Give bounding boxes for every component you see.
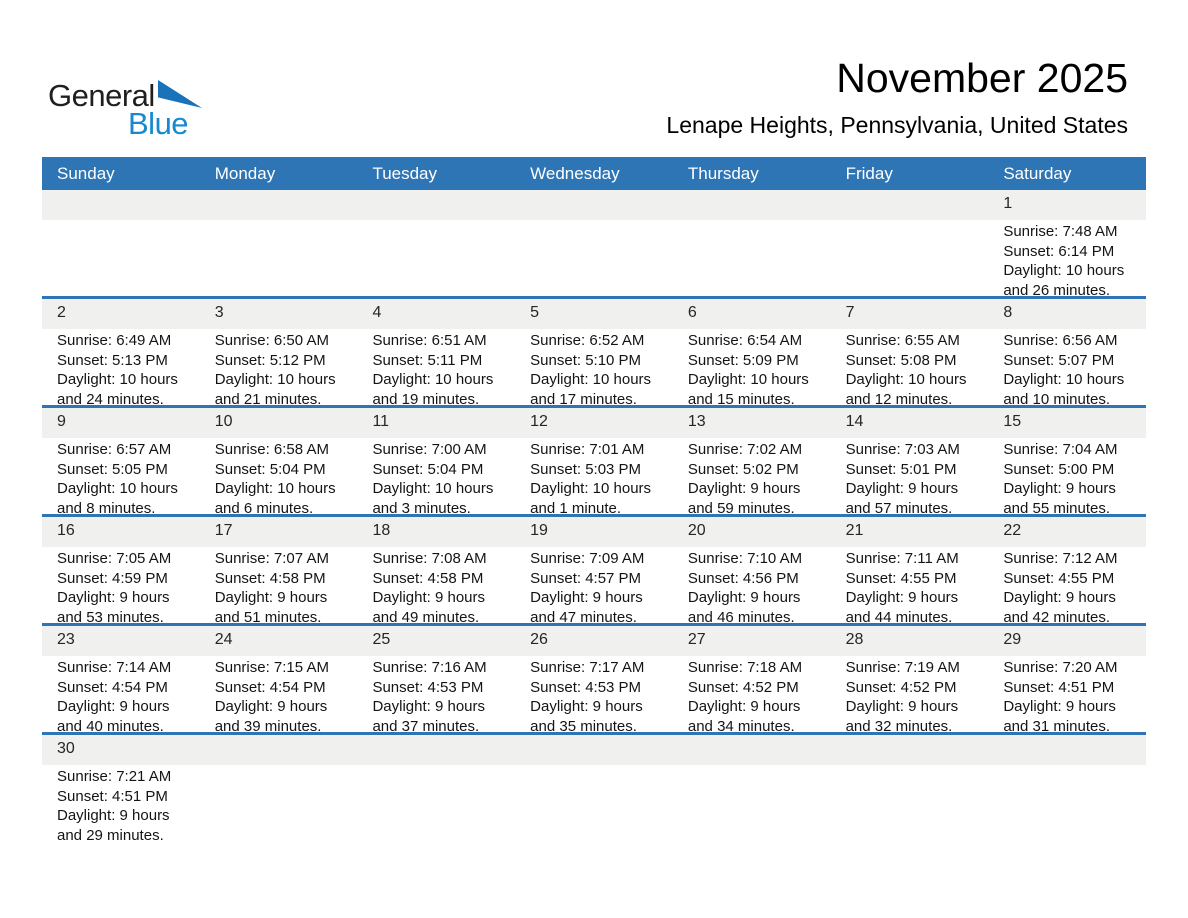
sunrise-line: Sunrise: 7:03 AM — [845, 441, 960, 458]
day-number: 5 — [515, 299, 673, 329]
calendar-grid — [42, 190, 1146, 844]
day-number — [357, 190, 515, 220]
day-cell-4 — [357, 299, 515, 408]
daylight-line: Daylight: 9 hours — [1003, 589, 1116, 606]
day-cell-empty — [831, 190, 989, 296]
day-cell-25 — [357, 626, 515, 735]
day-number: 12 — [515, 408, 673, 438]
day-cell-14 — [831, 408, 989, 517]
sunset-line: Sunset: 5:05 PM — [57, 460, 168, 478]
day-cell-11 — [357, 408, 515, 517]
day-details — [673, 765, 831, 841]
sunset-line: Sunset: 4:52 PM — [687, 678, 799, 696]
daylight-line-2: and 15 minutes. — [687, 390, 795, 408]
day-number: 28 — [831, 626, 989, 656]
day-cell-15 — [988, 408, 1146, 517]
day-number: 8 — [988, 299, 1146, 329]
daylight-line: Daylight: 9 hours — [687, 480, 801, 497]
day-details — [673, 438, 831, 517]
day-cell-23 — [42, 626, 200, 735]
day-details — [831, 438, 989, 517]
day-cell-empty — [831, 735, 989, 841]
day-cell-empty — [515, 190, 673, 296]
day-details — [988, 220, 1146, 299]
logo-triangle-icon — [158, 80, 202, 108]
day-cell-16 — [42, 517, 200, 626]
daylight-line-2: and 26 minutes. — [1003, 281, 1111, 299]
sunrise-line: Sunrise: 7:04 AM — [1003, 441, 1118, 458]
sunset-line: Sunset: 4:53 PM — [530, 678, 642, 696]
sunset-line: Sunset: 5:09 PM — [687, 351, 799, 369]
day-cell-empty — [200, 190, 358, 296]
day-details — [988, 438, 1146, 517]
daylight-line-2: and 37 minutes. — [372, 717, 480, 735]
day-details — [988, 765, 1146, 841]
sunrise-line: Sunrise: 6:57 AM — [57, 441, 172, 458]
daylight-line-2: and 46 minutes. — [687, 608, 795, 626]
day-details — [357, 329, 515, 408]
day-details — [42, 656, 200, 735]
week-row — [42, 514, 1146, 626]
day-number: 20 — [673, 517, 831, 547]
sunset-line: Sunset: 5:01 PM — [845, 460, 957, 478]
sunrise-line: Sunrise: 7:05 AM — [57, 550, 172, 567]
day-cell-28 — [831, 626, 989, 735]
day-cell-5 — [515, 299, 673, 408]
day-cell-19 — [515, 517, 673, 626]
day-number: 7 — [831, 299, 989, 329]
daylight-line: Daylight: 10 hours — [845, 371, 967, 388]
day-number — [200, 735, 358, 765]
weekday-thursday: Thursday — [687, 164, 759, 183]
daylight-line-2: and 44 minutes. — [845, 608, 953, 626]
sunrise-line: Sunrise: 7:07 AM — [214, 550, 329, 567]
weekday-wednesday: Wednesday — [530, 164, 620, 183]
weekday-saturday: Saturday — [1003, 164, 1072, 183]
sunset-line: Sunset: 5:13 PM — [57, 351, 168, 369]
weekday-monday: Monday — [214, 164, 276, 183]
day-details — [515, 765, 673, 841]
day-details — [988, 329, 1146, 408]
daylight-line-2: and 10 minutes. — [1003, 390, 1111, 408]
sunrise-line: Sunrise: 7:17 AM — [530, 659, 645, 676]
weekday-header-row — [42, 157, 1146, 190]
daylight-line: Daylight: 9 hours — [1003, 480, 1116, 497]
day-number: 2 — [42, 299, 200, 329]
daylight-line-2: and 35 minutes. — [530, 717, 637, 735]
day-number: 18 — [357, 517, 515, 547]
day-details — [673, 547, 831, 626]
calendar-table — [42, 157, 1146, 844]
day-cell-21 — [831, 517, 989, 626]
day-details — [200, 329, 358, 408]
sunset-line: Sunset: 4:52 PM — [845, 678, 957, 696]
daylight-line-2: and 42 minutes. — [1003, 608, 1111, 626]
sunrise-line: Sunrise: 7:02 AM — [687, 441, 803, 458]
daylight-line: Daylight: 10 hours — [214, 371, 336, 388]
daylight-line-2: and 47 minutes. — [530, 608, 637, 626]
day-details — [357, 438, 515, 517]
day-cell-17 — [200, 517, 358, 626]
sunrise-line: Sunrise: 7:10 AM — [687, 550, 803, 567]
sunset-line: Sunset: 5:11 PM — [372, 351, 483, 369]
daylight-line: Daylight: 10 hours — [530, 371, 652, 388]
day-details — [673, 220, 831, 296]
day-details — [515, 656, 673, 735]
day-cell-8 — [988, 299, 1146, 408]
daylight-line: Daylight: 9 hours — [845, 480, 959, 497]
day-number — [831, 190, 989, 220]
sunset-line: Sunset: 4:58 PM — [214, 569, 326, 587]
sunset-line: Sunset: 4:54 PM — [57, 678, 168, 696]
daylight-line-2: and 55 minutes. — [1003, 499, 1111, 517]
sunset-line: Sunset: 5:02 PM — [687, 460, 799, 478]
sunset-line: Sunset: 4:54 PM — [214, 678, 326, 696]
day-number: 3 — [200, 299, 358, 329]
day-details — [515, 547, 673, 626]
sunrise-line: Sunrise: 7:20 AM — [1003, 659, 1118, 676]
day-details — [42, 329, 200, 408]
day-number: 25 — [357, 626, 515, 656]
sunrise-line: Sunrise: 6:50 AM — [214, 332, 329, 349]
day-cell-13 — [673, 408, 831, 517]
daylight-line-2: and 29 minutes. — [57, 826, 164, 844]
day-number — [515, 190, 673, 220]
logo-text-general: General — [48, 78, 155, 113]
day-details — [515, 220, 673, 296]
sunset-line: Sunset: 4:57 PM — [530, 569, 642, 587]
sunrise-line: Sunrise: 7:16 AM — [372, 659, 487, 676]
daylight-line-2: and 8 minutes. — [57, 499, 156, 517]
logo-text-blue: Blue — [128, 106, 189, 141]
day-cell-30 — [42, 735, 200, 844]
sunrise-line: Sunrise: 7:11 AM — [845, 550, 959, 567]
sunset-line: Sunset: 4:53 PM — [372, 678, 484, 696]
day-cell-2 — [42, 299, 200, 408]
day-cell-6 — [673, 299, 831, 408]
day-cell-18 — [357, 517, 515, 626]
day-number — [673, 190, 831, 220]
sunset-line: Sunset: 4:55 PM — [845, 569, 957, 587]
sunrise-line: Sunrise: 6:56 AM — [1003, 332, 1118, 349]
week-row — [42, 732, 1146, 844]
sunrise-line: Sunrise: 6:52 AM — [530, 332, 645, 349]
daylight-line: Daylight: 9 hours — [57, 589, 170, 606]
sunrise-line: Sunrise: 7:12 AM — [1003, 550, 1118, 567]
daylight-line-2: and 51 minutes. — [214, 608, 322, 626]
daylight-line: Daylight: 9 hours — [214, 698, 328, 715]
day-details — [42, 765, 200, 844]
daylight-line-2: and 57 minutes. — [845, 499, 953, 517]
daylight-line: Daylight: 10 hours — [1003, 262, 1125, 279]
day-cell-3 — [200, 299, 358, 408]
day-number: 1 — [988, 190, 1146, 220]
day-details — [357, 765, 515, 841]
day-number: 4 — [357, 299, 515, 329]
sunset-line: Sunset: 4:51 PM — [57, 787, 168, 805]
sunset-line: Sunset: 4:59 PM — [57, 569, 168, 587]
day-number: 19 — [515, 517, 673, 547]
sunrise-line: Sunrise: 7:15 AM — [214, 659, 329, 676]
daylight-line: Daylight: 10 hours — [687, 371, 809, 388]
sunrise-line: Sunrise: 7:19 AM — [845, 659, 960, 676]
daylight-line: Daylight: 10 hours — [372, 371, 494, 388]
day-cell-29 — [988, 626, 1146, 735]
daylight-line: Daylight: 10 hours — [57, 371, 178, 388]
day-cell-empty — [515, 735, 673, 841]
day-details — [200, 765, 358, 841]
sunrise-line: Sunrise: 7:08 AM — [372, 550, 487, 567]
day-number — [831, 735, 989, 765]
day-cell-empty — [200, 735, 358, 841]
day-cell-10 — [200, 408, 358, 517]
day-details — [42, 220, 200, 296]
daylight-line-2: and 31 minutes. — [1003, 717, 1111, 735]
day-details — [357, 656, 515, 735]
day-cell-24 — [200, 626, 358, 735]
sunset-line: Sunset: 4:55 PM — [1003, 569, 1115, 587]
daylight-line: Daylight: 9 hours — [1003, 698, 1116, 715]
daylight-line: Daylight: 9 hours — [845, 698, 959, 715]
day-cell-26 — [515, 626, 673, 735]
daylight-line-2: and 3 minutes. — [372, 499, 471, 517]
daylight-line-2: and 1 minute. — [530, 499, 622, 517]
day-number — [200, 190, 358, 220]
daylight-line-2: and 21 minutes. — [214, 390, 322, 408]
day-number — [673, 735, 831, 765]
sunrise-line: Sunrise: 7:14 AM — [57, 659, 172, 676]
weekday-tuesday: Tuesday — [372, 164, 438, 183]
day-cell-20 — [673, 517, 831, 626]
day-details — [673, 656, 831, 735]
daylight-line: Daylight: 10 hours — [372, 480, 494, 497]
sunset-line: Sunset: 5:08 PM — [845, 351, 957, 369]
sunset-line: Sunset: 5:00 PM — [1003, 460, 1115, 478]
daylight-line-2: and 40 minutes. — [57, 717, 164, 735]
day-number: 27 — [673, 626, 831, 656]
daylight-line: Daylight: 10 hours — [1003, 371, 1125, 388]
day-number: 9 — [42, 408, 200, 438]
day-cell-27 — [673, 626, 831, 735]
daylight-line-2: and 34 minutes. — [687, 717, 795, 735]
day-cell-empty — [357, 190, 515, 296]
day-number: 21 — [831, 517, 989, 547]
sunrise-line: Sunrise: 6:51 AM — [372, 332, 487, 349]
sunset-line: Sunset: 5:10 PM — [530, 351, 642, 369]
sunrise-line: Sunrise: 7:18 AM — [687, 659, 803, 676]
sunrise-line: Sunrise: 6:55 AM — [845, 332, 960, 349]
day-number: 13 — [673, 408, 831, 438]
day-number: 23 — [42, 626, 200, 656]
day-details — [831, 656, 989, 735]
daylight-line: Daylight: 9 hours — [214, 589, 328, 606]
sunrise-line: Sunrise: 7:01 AM — [530, 441, 645, 458]
day-details — [515, 438, 673, 517]
day-number: 11 — [357, 408, 515, 438]
day-number: 17 — [200, 517, 358, 547]
daylight-line: Daylight: 9 hours — [687, 698, 801, 715]
day-number: 29 — [988, 626, 1146, 656]
day-details — [831, 765, 989, 841]
daylight-line: Daylight: 10 hours — [530, 480, 652, 497]
daylight-line: Daylight: 9 hours — [372, 589, 485, 606]
day-details — [831, 329, 989, 408]
daylight-line: Daylight: 9 hours — [530, 589, 643, 606]
day-cell-9 — [42, 408, 200, 517]
day-number: 24 — [200, 626, 358, 656]
day-details — [673, 329, 831, 408]
day-details — [988, 547, 1146, 626]
week-row — [42, 405, 1146, 517]
day-details — [200, 438, 358, 517]
daylight-line: Daylight: 10 hours — [57, 480, 178, 497]
weekday-friday: Friday — [845, 164, 893, 183]
daylight-line-2: and 39 minutes. — [214, 717, 322, 735]
general-blue-logo — [48, 72, 248, 142]
day-number — [42, 190, 200, 220]
day-number: 14 — [831, 408, 989, 438]
daylight-line-2: and 17 minutes. — [530, 390, 637, 408]
sunset-line: Sunset: 5:03 PM — [530, 460, 642, 478]
day-cell-empty — [42, 190, 200, 296]
sunrise-line: Sunrise: 6:49 AM — [57, 332, 172, 349]
day-number — [988, 735, 1146, 765]
daylight-line: Daylight: 9 hours — [530, 698, 643, 715]
day-number: 16 — [42, 517, 200, 547]
day-cell-7 — [831, 299, 989, 408]
day-cell-1 — [988, 190, 1146, 299]
daylight-line-2: and 19 minutes. — [372, 390, 480, 408]
sunset-line: Sunset: 6:14 PM — [1003, 242, 1115, 260]
daylight-line-2: and 32 minutes. — [845, 717, 953, 735]
day-details — [988, 656, 1146, 735]
day-cell-empty — [673, 735, 831, 841]
day-details — [42, 547, 200, 626]
daylight-line-2: and 53 minutes. — [57, 608, 164, 626]
day-number — [357, 735, 515, 765]
day-details — [42, 438, 200, 517]
sunset-line: Sunset: 4:51 PM — [1003, 678, 1115, 696]
daylight-line-2: and 6 minutes. — [214, 499, 314, 517]
page-title: November 2025 — [836, 55, 1128, 101]
daylight-line: Daylight: 9 hours — [687, 589, 801, 606]
daylight-line: Daylight: 10 hours — [214, 480, 336, 497]
week-row — [42, 190, 1146, 299]
day-number: 10 — [200, 408, 358, 438]
title-block — [666, 54, 1128, 139]
sunrise-line: Sunrise: 6:54 AM — [687, 332, 803, 349]
day-details — [831, 547, 989, 626]
day-details — [515, 329, 673, 408]
daylight-line-2: and 12 minutes. — [845, 390, 953, 408]
daylight-line-2: and 24 minutes. — [57, 390, 164, 408]
day-cell-empty — [988, 735, 1146, 841]
week-row — [42, 623, 1146, 735]
sunset-line: Sunset: 4:56 PM — [687, 569, 799, 587]
sunrise-line: Sunrise: 6:58 AM — [214, 441, 329, 458]
location-subtitle: Lenape Heights, Pennsylvania, United States — [666, 112, 1128, 139]
daylight-line: Daylight: 9 hours — [57, 698, 170, 715]
weekday-sunday: Sunday — [57, 164, 115, 183]
sunset-line: Sunset: 5:12 PM — [214, 351, 326, 369]
day-number: 15 — [988, 408, 1146, 438]
sunset-line: Sunset: 5:04 PM — [372, 460, 484, 478]
day-number: 6 — [673, 299, 831, 329]
day-details — [200, 220, 358, 296]
daylight-line-2: and 59 minutes. — [687, 499, 795, 517]
daylight-line: Daylight: 9 hours — [372, 698, 485, 715]
day-cell-empty — [357, 735, 515, 841]
day-number: 30 — [42, 735, 200, 765]
day-details — [357, 547, 515, 626]
week-row — [42, 296, 1146, 408]
sunset-line: Sunset: 4:58 PM — [372, 569, 484, 587]
day-cell-12 — [515, 408, 673, 517]
sunrise-line: Sunrise: 7:09 AM — [530, 550, 645, 567]
day-number: 22 — [988, 517, 1146, 547]
day-number — [515, 735, 673, 765]
day-details — [200, 656, 358, 735]
day-cell-22 — [988, 517, 1146, 626]
sunset-line: Sunset: 5:04 PM — [214, 460, 326, 478]
daylight-line: Daylight: 9 hours — [845, 589, 959, 606]
day-details — [357, 220, 515, 296]
daylight-line: Daylight: 9 hours — [57, 807, 170, 824]
day-details — [200, 547, 358, 626]
day-cell-empty — [673, 190, 831, 296]
day-details — [831, 220, 989, 296]
sunrise-line: Sunrise: 7:00 AM — [372, 441, 487, 458]
sunset-line: Sunset: 5:07 PM — [1003, 351, 1115, 369]
day-number: 26 — [515, 626, 673, 656]
sunrise-line: Sunrise: 7:21 AM — [57, 768, 172, 785]
daylight-line-2: and 49 minutes. — [372, 608, 480, 626]
sunrise-line: Sunrise: 7:48 AM — [1003, 223, 1118, 240]
